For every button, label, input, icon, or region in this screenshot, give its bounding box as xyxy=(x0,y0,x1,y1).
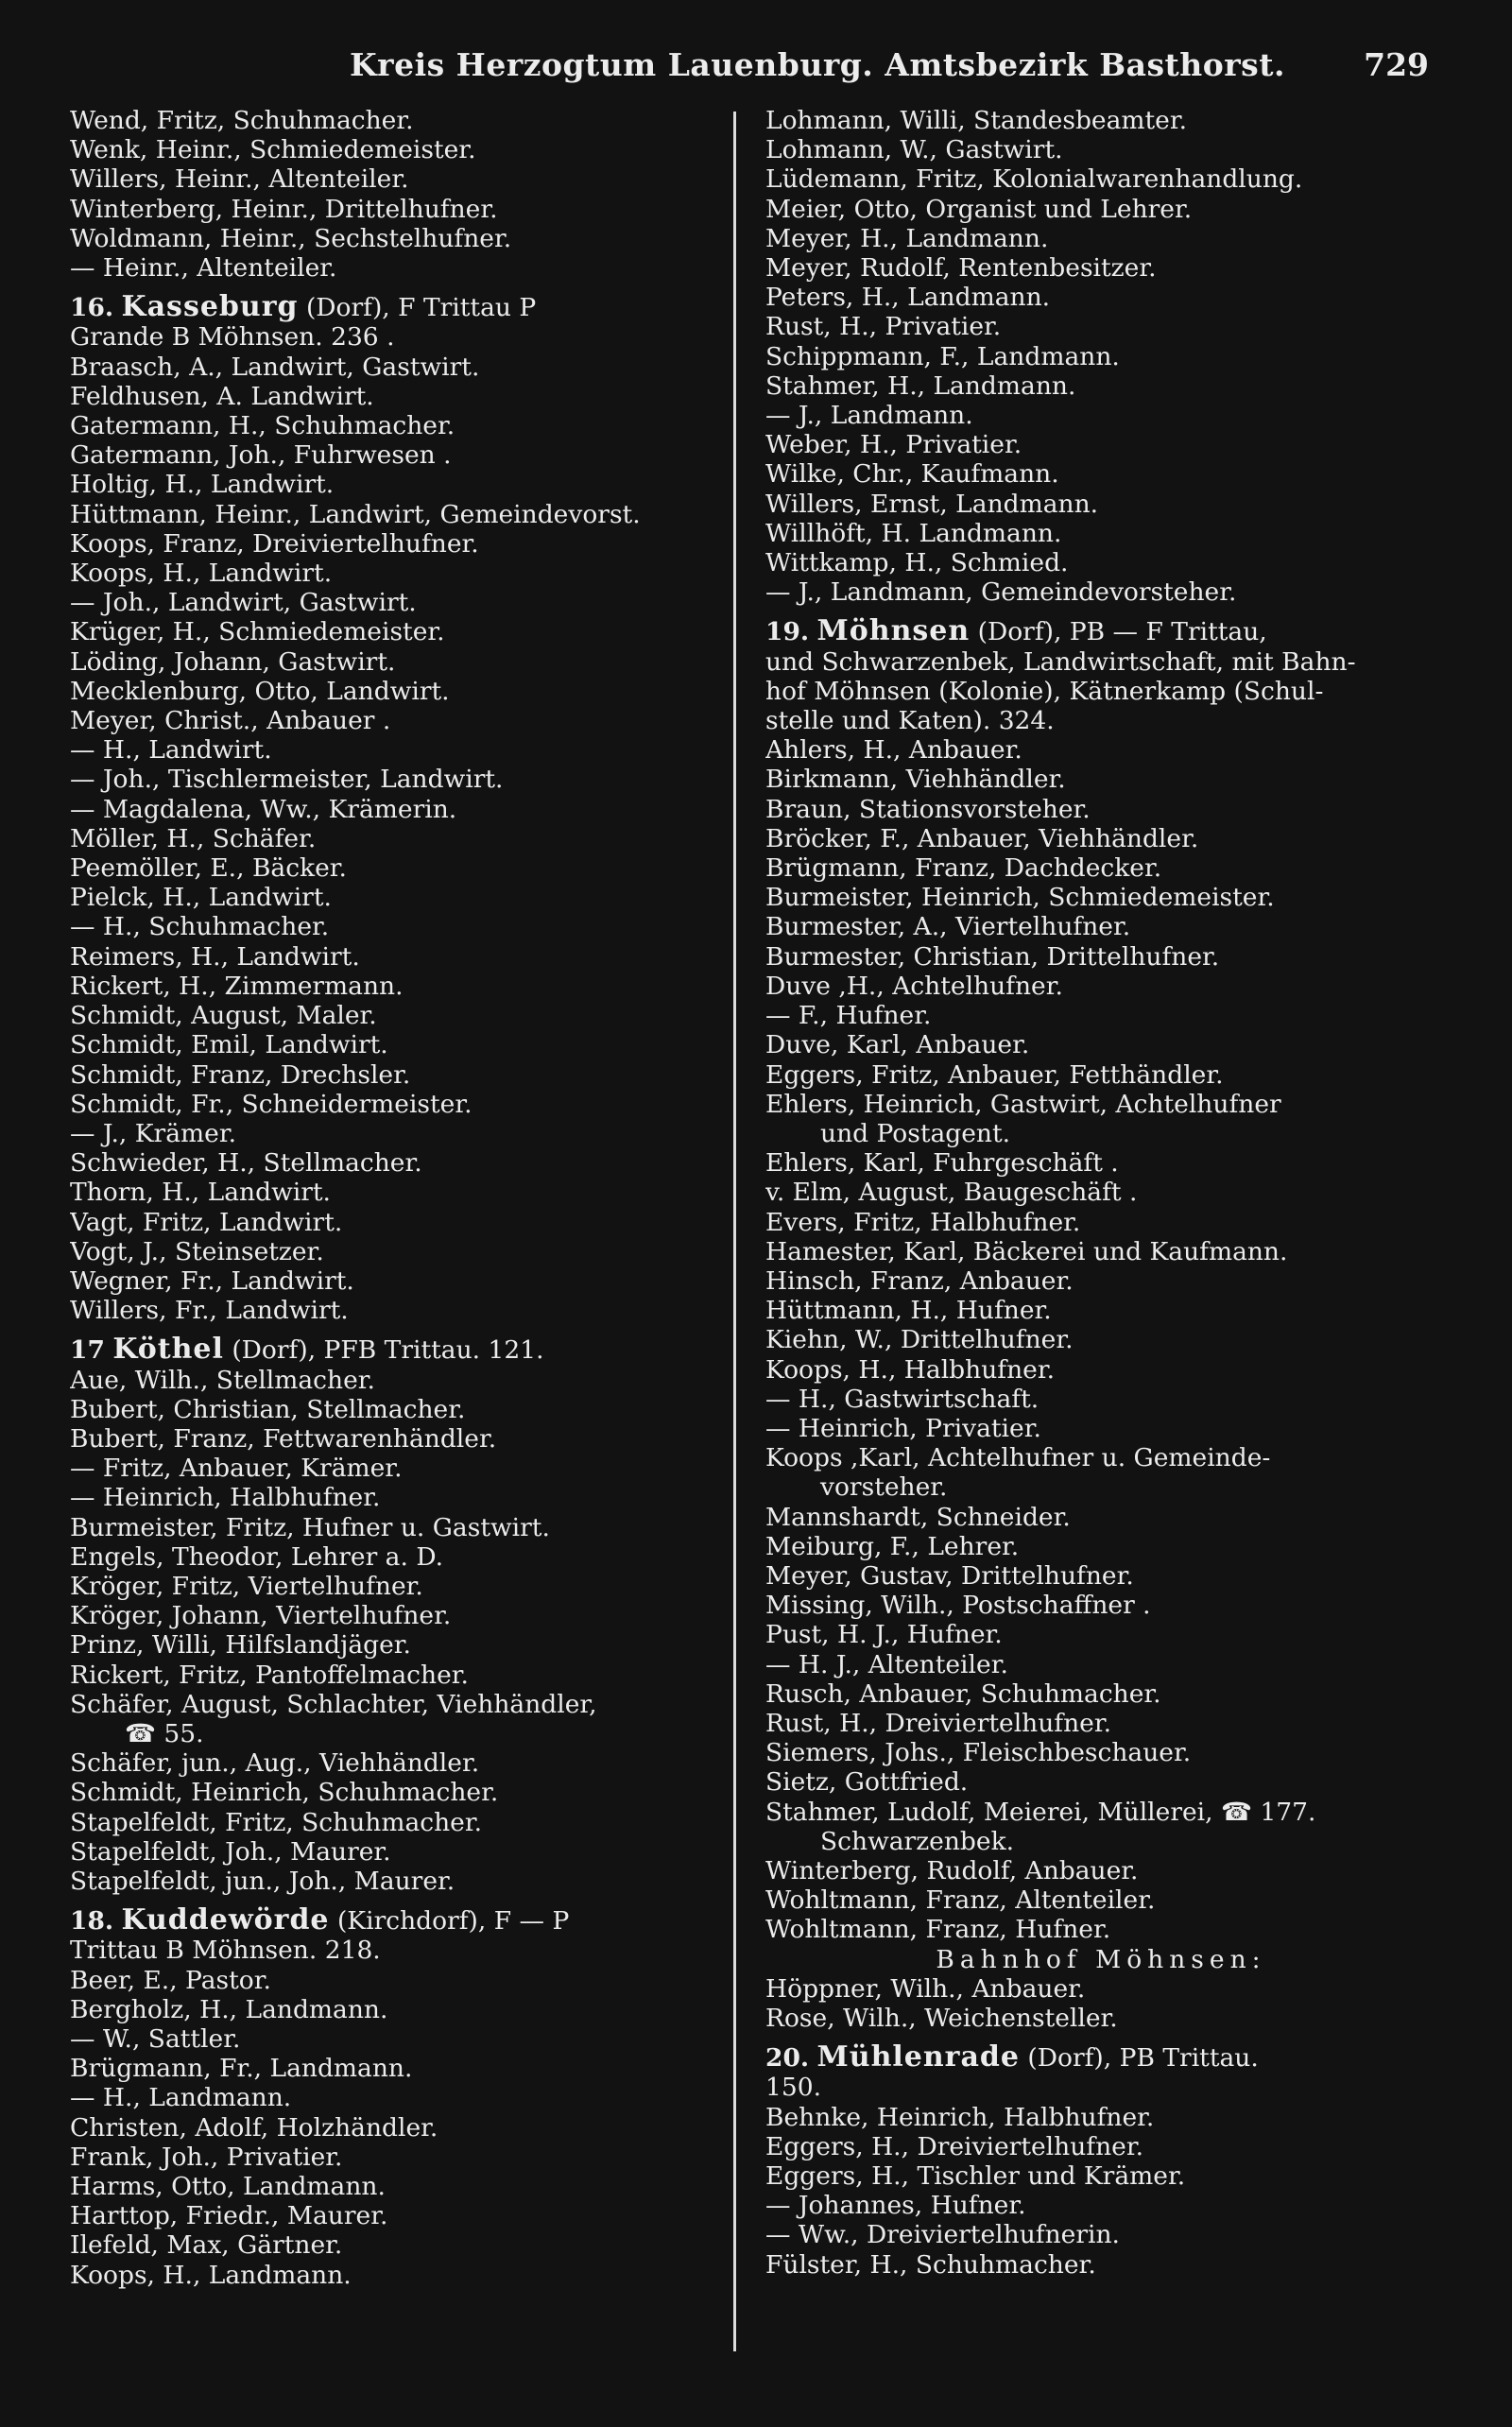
section-heading xyxy=(70,292,722,322)
directory-entry: Wend, Fritz, Schuhmacher. xyxy=(70,106,414,135)
directory-entry: — Johannes, Hufner. xyxy=(765,2191,1026,2221)
section-place-name: Köthel xyxy=(112,1334,224,1366)
directory-entry: Vagt, Fritz, Landwirt. xyxy=(70,1207,343,1237)
directory-entry: Rickert, H., Zimmermann. xyxy=(70,971,404,1001)
directory-entry: — H., Landmann. xyxy=(70,2083,292,2113)
directory-entry: Schmidt, August, Maler. xyxy=(70,1001,377,1031)
directory-entry: — Heinr., Altenteiler. xyxy=(70,253,337,284)
section-number: 18. xyxy=(70,1906,114,1936)
directory-entry: — H., Schuhmacher. xyxy=(70,912,330,942)
directory-entry: — H., Gastwirtschaft. xyxy=(765,1384,1040,1414)
directory-entry: — Ww., Dreiviertelhufnerin. xyxy=(765,2220,1120,2250)
directory-entry: — Magdalena, Ww., Krämerin. xyxy=(70,794,457,824)
directory-entry: Woldmann, Heinr., Sechstelhufner. xyxy=(70,223,512,253)
section-place-name: Möhnsen xyxy=(816,616,971,647)
directory-entry: — J., Landmann, Gemeindevorsteher. xyxy=(765,577,1237,608)
directory-entry: Behnke, Heinrich, Halbhufner. xyxy=(765,2102,1155,2132)
directory-entry: Koops ,Karl, Achtelhufner u. Gemeinde- xyxy=(765,1443,1271,1473)
directory-entry: v. Elm, August, Baugeschäft . xyxy=(765,1178,1138,1208)
directory-entry: Schippmann, F., Landmann. xyxy=(765,341,1120,371)
directory-entry: Koops, H., Landmann. xyxy=(70,2260,352,2290)
directory-entry: Kröger, Fritz, Viertelhufner. xyxy=(70,1571,423,1601)
directory-entry: Rusch, Anbauer, Schuhmacher. xyxy=(765,1678,1161,1709)
entry-continuation: und Postagent. xyxy=(820,1118,1011,1148)
directory-entry: Holtig, H., Landwirt. xyxy=(70,470,335,500)
directory-entry: Weber, H., Privatier. xyxy=(765,430,1022,460)
directory-entry: Aue, Wilh., Stellmacher. xyxy=(70,1365,375,1395)
directory-entry: Frank, Joh., Privatier. xyxy=(70,2142,343,2172)
section-place-name: Kasseburg xyxy=(121,292,299,323)
directory-entry: Lohmann, Willi, Standesbeamter. xyxy=(765,106,1188,135)
section-number: 17 xyxy=(70,1335,105,1366)
directory-entry: — Heinrich, Privatier. xyxy=(765,1413,1041,1443)
right-column xyxy=(765,106,1436,2355)
directory-entry: Eggers, Fritz, Anbauer, Fetthändler. xyxy=(765,1059,1224,1090)
directory-entry: Schmidt, Fr., Schneidermeister. xyxy=(70,1089,472,1119)
section-number: 20. xyxy=(765,2043,810,2074)
directory-entry: Schwieder, H., Stellmacher. xyxy=(70,1148,422,1179)
directory-entry: Missing, Wilh., Postschaffner . xyxy=(765,1591,1151,1621)
directory-entry: Bubert, Christian, Stellmacher. xyxy=(70,1394,466,1424)
directory-entry: Reimers, H., Landwirt. xyxy=(70,941,360,972)
directory-entry: Rust, H., Dreiviertelhufner. xyxy=(765,1708,1112,1738)
directory-entry: Kiehn, W., Drittelhufner. xyxy=(765,1325,1074,1355)
section-details: (Kirchdorf), F — P xyxy=(336,1906,570,1936)
section-details: (Dorf), PFB Trittau. 121. xyxy=(232,1335,544,1366)
directory-entry: Stahmer, Ludolf, Meierei, Müllerei, ☎ 177. xyxy=(765,1797,1316,1827)
section-number: 19. xyxy=(765,617,810,647)
page-number: 729 xyxy=(1364,45,1429,83)
directory-entry: Winterberg, Rudolf, Anbauer. xyxy=(765,1855,1139,1885)
directory-entry: — Joh., Tischlermeister, Landwirt. xyxy=(70,765,504,795)
directory-entry: Burmeister, Heinrich, Schmiedemeister. xyxy=(765,883,1275,913)
directory-entry: Fülster, H., Schuhmacher. xyxy=(765,2249,1096,2280)
directory-entry: Burmester, A., Viertelhufner. xyxy=(765,912,1131,942)
left-column xyxy=(70,106,722,2355)
directory-entry: Gatermann, Joh., Fuhrwesen . xyxy=(70,440,452,471)
directory-entry: — J., Landmann. xyxy=(765,401,973,431)
directory-entry: — Joh., Landwirt, Gastwirt. xyxy=(70,588,417,618)
directory-entry: Schäfer, August, Schlachter, Viehhändler, xyxy=(70,1689,597,1719)
directory-entry: Ilefeld, Max, Gärtner. xyxy=(70,2230,343,2261)
directory-entry: Stahmer, H., Landmann. xyxy=(765,370,1076,401)
directory-entry: Engels, Theodor, Lehrer a. D. xyxy=(70,1541,444,1572)
directory-entry: Wilke, Chr., Kaufmann. xyxy=(765,459,1059,490)
directory-entry: Schäfer, jun., Aug., Viehhändler. xyxy=(70,1748,480,1779)
directory-entry: Brügmann, Fr., Landmann. xyxy=(70,2054,413,2084)
directory-entry: Grande B Möhnsen. 236 . xyxy=(70,322,395,353)
directory-entry: Braun, Stationsvorsteher. xyxy=(765,794,1091,824)
directory-entry: Rust, H., Privatier. xyxy=(765,312,1002,342)
directory-entry: Lohmann, W., Gastwirt. xyxy=(765,135,1063,165)
directory-entry: Wenk, Heinr., Schmiedemeister. xyxy=(70,135,476,165)
directory-entry: Burmester, Christian, Drittelhufner. xyxy=(765,941,1220,972)
directory-entry: Meyer, Christ., Anbauer . xyxy=(70,706,391,736)
directory-entry: Kröger, Johann, Viertelhufner. xyxy=(70,1601,452,1631)
directory-entry: Wittkamp, H., Schmied. xyxy=(765,548,1069,578)
directory-entry: Vogt, J., Steinsetzer. xyxy=(70,1236,324,1266)
directory-entry: Trittau B Möhnsen. 218. xyxy=(70,1936,381,1966)
directory-entry: Eggers, H., Dreiviertelhufner. xyxy=(765,2131,1143,2161)
directory-entry: Beer, E., Pastor. xyxy=(70,1965,271,1995)
section-heading xyxy=(70,1334,722,1365)
directory-entry: Löding, Johann, Gastwirt. xyxy=(70,646,396,677)
page-header xyxy=(0,40,1512,89)
directory-entry: — J., Krämer. xyxy=(70,1118,237,1148)
directory-entry: Meyer, Gustav, Drittelhufner. xyxy=(765,1560,1134,1591)
directory-entry: Peters, H., Landmann. xyxy=(765,283,1051,313)
directory-entry: Rose, Wilh., Weichensteller. xyxy=(765,2004,1118,2033)
section-place-name: Kuddewörde xyxy=(121,1905,330,1936)
directory-entry: Christen, Adolf, Holzhändler. xyxy=(70,2112,438,2143)
directory-entry: Schmidt, Emil, Landwirt. xyxy=(70,1030,388,1060)
directory-entry: Meyer, H., Landmann. xyxy=(765,223,1049,253)
directory-entry: Wohltmann, Franz, Altenteiler. xyxy=(765,1885,1156,1916)
directory-entry: Birkmann, Viehhändler. xyxy=(765,765,1066,795)
directory-entry: Willers, Heinr., Altenteiler. xyxy=(70,164,409,195)
section-details: (Dorf), PB — F Trittau, xyxy=(977,617,1267,647)
directory-entry: Peemöller, E., Bäcker. xyxy=(70,853,347,884)
directory-entry: Braasch, A., Landwirt, Gastwirt. xyxy=(70,352,480,382)
directory-entry: Lüdemann, Fritz, Kolonialwarenhandlung. xyxy=(765,164,1303,195)
directory-entry: Feldhusen, A. Landwirt. xyxy=(70,381,374,411)
directory-entry: hof Möhnsen (Kolonie), Kätnerkamp (Schul- xyxy=(765,676,1324,706)
directory-entry: Hüttmann, H., Hufner. xyxy=(765,1296,1052,1326)
directory-entry: — F., Hufner. xyxy=(765,1001,932,1031)
directory-entry: Mecklenburg, Otto, Landwirt. xyxy=(70,676,450,706)
directory-entry: Willers, Fr., Landwirt. xyxy=(70,1296,349,1326)
directory-entry: Duve, Karl, Anbauer. xyxy=(765,1030,1030,1060)
directory-entry: Harms, Otto, Landmann. xyxy=(70,2172,386,2202)
directory-entry: Krüger, H., Schmiedemeister. xyxy=(70,617,445,647)
directory-entry: Rickert, Fritz, Pantoffelmacher. xyxy=(70,1660,469,1690)
section-place-name: Mühlenrade xyxy=(816,2042,1020,2074)
directory-entry: Pielck, H., Landwirt. xyxy=(70,883,332,913)
directory-entry: Sietz, Gottfried. xyxy=(765,1767,969,1798)
directory-entry: Willhöft, H. Landmann. xyxy=(765,518,1062,548)
directory-entry: Thorn, H., Landwirt. xyxy=(70,1178,331,1208)
entry-continuation: vorsteher. xyxy=(820,1472,948,1503)
section-number: 16. xyxy=(70,293,114,323)
directory-entry: Stapelfeldt, Joh., Maurer. xyxy=(70,1836,391,1867)
directory-entry: Möller, H., Schäfer. xyxy=(70,823,317,853)
directory-entry: Schmidt, Franz, Drechsler. xyxy=(70,1059,411,1090)
directory-entry: Koops, H., Halbhufner. xyxy=(765,1354,1056,1385)
subsection-heading: Bahnhof Möhnsen: xyxy=(936,1944,1266,1974)
directory-entry: Prinz, Willi, Hilfslandjäger. xyxy=(70,1630,411,1661)
directory-entry: Ehlers, Karl, Fuhrgeschäft . xyxy=(765,1148,1119,1179)
directory-entry: Hamester, Karl, Bäckerei und Kaufmann. xyxy=(765,1236,1288,1266)
directory-entry: Bubert, Franz, Fettwarenhändler. xyxy=(70,1423,497,1454)
directory-entry: Stapelfeldt, Fritz, Schuhmacher. xyxy=(70,1807,483,1837)
section-heading xyxy=(765,2042,1436,2073)
directory-entry: — W., Sattler. xyxy=(70,2024,241,2054)
directory-entry: stelle und Katen). 324. xyxy=(765,706,1055,736)
directory-entry: Höppner, Wilh., Anbauer. xyxy=(765,1973,1086,2004)
directory-entry: Bröcker, F., Anbauer, Viehhändler. xyxy=(765,823,1199,853)
section-heading xyxy=(70,1905,722,1936)
directory-entry: Burmeister, Fritz, Hufner u. Gastwirt. xyxy=(70,1512,550,1542)
directory-entry: Brügmann, Franz, Dachdecker. xyxy=(765,853,1162,884)
directory-entry: Duve ,H., Achtelhufner. xyxy=(765,971,1063,1001)
directory-entry: Meiburg, F., Lehrer. xyxy=(765,1531,1020,1561)
directory-entry: Ahlers, H., Anbauer. xyxy=(765,735,1022,766)
directory-entry: — Heinrich, Halbhufner. xyxy=(70,1483,381,1513)
directory-entry: Wohltmann, Franz, Hufner. xyxy=(765,1915,1111,1945)
section-heading xyxy=(765,616,1436,646)
directory-entry: Mannshardt, Schneider. xyxy=(765,1502,1071,1532)
directory-entry: Winterberg, Heinr., Drittelhufner. xyxy=(70,194,498,224)
directory-entry: — H. J., Altenteiler. xyxy=(765,1649,1008,1679)
directory-entry: — H., Landwirt. xyxy=(70,735,272,766)
directory-entry: Meier, Otto, Organist und Lehrer. xyxy=(765,194,1193,224)
directory-entry: Koops, Franz, Dreiviertelhufner. xyxy=(70,528,479,559)
directory-entry: Eggers, H., Tischler und Krämer. xyxy=(765,2161,1186,2192)
directory-entry: Gatermann, H., Schuhmacher. xyxy=(70,411,455,441)
directory-entry: Schmidt, Heinrich, Schuhmacher. xyxy=(70,1778,499,1808)
directory-entry: Stapelfeldt, jun., Joh., Maurer. xyxy=(70,1866,455,1896)
section-details: (Dorf), PB Trittau. xyxy=(1027,2043,1259,2074)
directory-entry: Bergholz, H., Landmann. xyxy=(70,1994,388,2024)
directory-entry: Koops, H., Landwirt. xyxy=(70,559,333,589)
directory-entry: — Fritz, Anbauer, Krämer. xyxy=(70,1454,403,1484)
directory-entry: Evers, Fritz, Halbhufner. xyxy=(765,1207,1081,1237)
directory-entry: Harttop, Friedr., Maurer. xyxy=(70,2201,388,2231)
directory-entry: Willers, Ernst, Landmann. xyxy=(765,489,1099,519)
entry-continuation: ☎ 55. xyxy=(125,1718,204,1748)
directory-entry: Pust, H. J., Hufner. xyxy=(765,1620,1003,1650)
directory-entry: Meyer, Rudolf, Rentenbesitzer. xyxy=(765,253,1157,284)
directory-entry: und Schwarzenbek, Landwirtschaft, mit Bahn- xyxy=(765,646,1356,677)
running-head: Kreis Herzogtum Lauenburg. Amtsbezirk Basthorst. xyxy=(350,45,1285,83)
directory-entry: Hinsch, Franz, Anbauer. xyxy=(765,1265,1074,1296)
directory-entry: 150. xyxy=(765,2073,822,2103)
directory-entry: Siemers, Johs., Fleischbeschauer. xyxy=(765,1738,1192,1768)
directory-entry: Wegner, Fr., Landwirt. xyxy=(70,1265,354,1296)
column-divider xyxy=(733,112,736,2351)
directory-entry: Ehlers, Heinrich, Gastwirt, Achtelhufner xyxy=(765,1089,1281,1119)
entry-continuation: Schwarzenbek. xyxy=(820,1826,1015,1856)
section-details: (Dorf), F Trittau P xyxy=(305,293,537,323)
directory-entry: Hüttmann, Heinr., Landwirt, Gemeindevorst. xyxy=(70,499,641,529)
